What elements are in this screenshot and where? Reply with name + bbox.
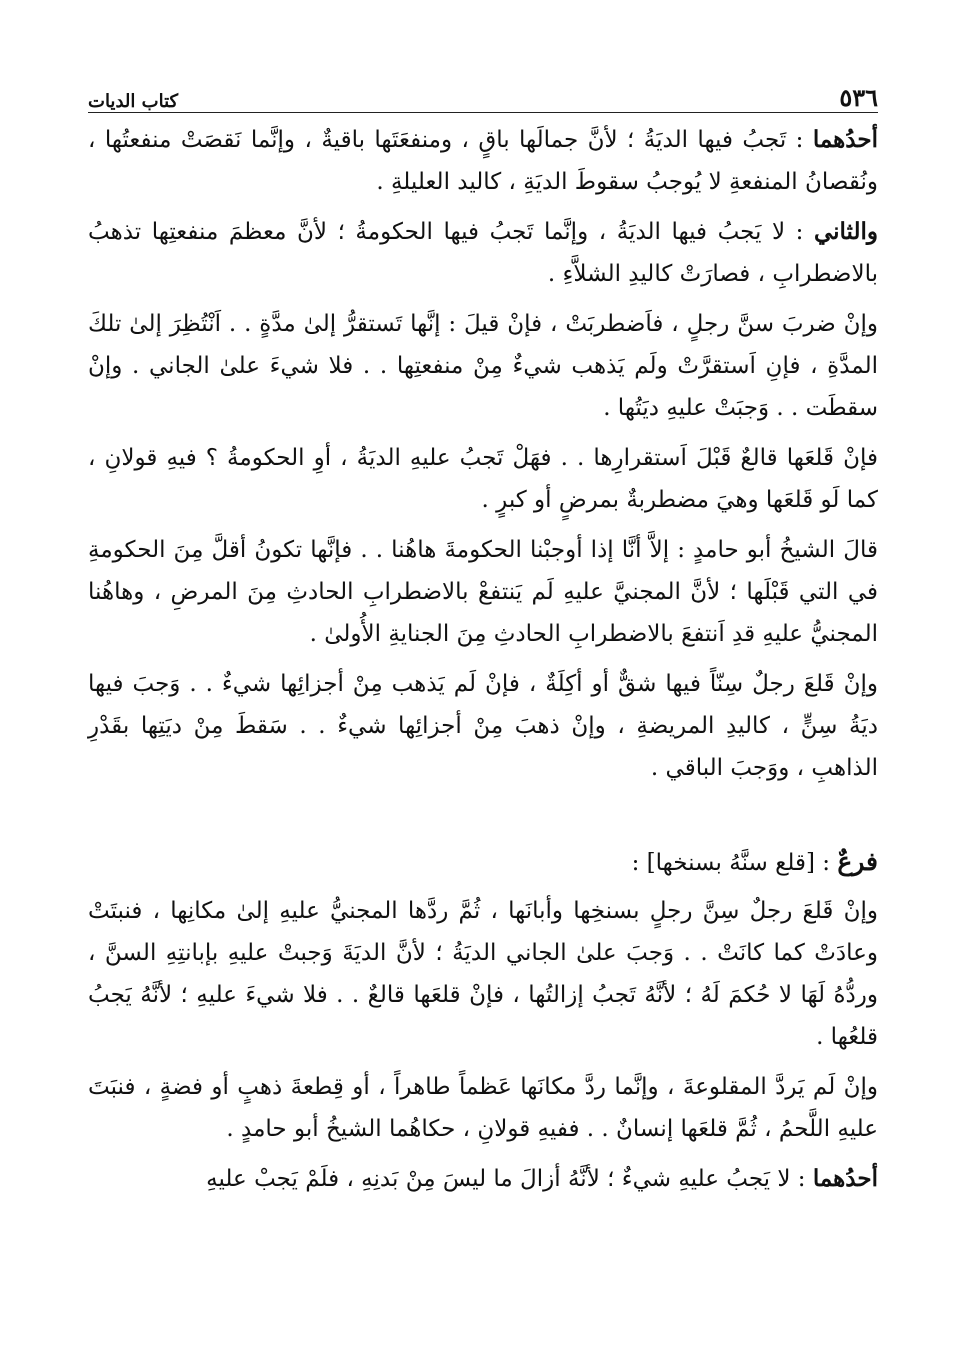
paragraph [88,303,878,429]
page-body [88,113,878,1200]
paragraph-lead: أحدُهما [812,1165,878,1192]
paragraph-text: : تَجبُ فيها الديَةُ ؛ لأنَّ جمالَها باقٍ ، ومنفعَتَها باقيةٌ ، وإنَّما نَقصَتْ منفعتُها ، ونُقصانُ المنفعةِ لا يُوجبُ سقوطَ الديَةِ ، كاليد العليلةِ . [88,127,878,195]
section-heading-label: فرعٌ [837,847,878,876]
paragraph-lead: والثاني [813,218,878,245]
paragraph [88,890,878,1058]
paragraph [88,663,878,789]
paragraph-text: : لا يَجبُ عليهِ شيءٌ ؛ لأنَّهُ أزالَ ما ليسَ مِنْ بَدنِهِ ، فلَمْ يَجبْ عليهِ [206,1166,806,1192]
paragraph [88,437,878,521]
section-heading [88,841,878,884]
paragraph-lead: أحدُهما [812,126,878,153]
paragraph-text: فإنْ قَلعَها قالعٌ قَبْلَ اَستقرارِها . . فهَلْ تَجبُ عليهِ الديَةُ ، أوِ الحكومةُ ؟ فيهِ قولانِ ، كما لَو قَلعَها وهيَ مضطربةٌ بمرضٍ أو كبرٍ . [88,445,878,513]
paragraph-text: وإنْ قَلعَ رجلٌ سِنّاً فيها شقٌّ أو أكِلَةٌ ، فإنْ لَم يَذهب مِنْ أجزائِها شيءٌ . . وَجبَ فيها ديَةُ سِنٍّ ، كاليدِ المريضةِ ، وإنْ ذهبَ مِنْ أجزائِها شيءٌ . . سَقطَ مِنْ ديَتِها بقَدْرِ الذاهبِ ، ووَجبَ الباقي . [88,671,878,781]
section-heading-title: : [قلع سنَّهُ بسنخها] : [631,850,831,876]
book-page [88,72,878,1208]
page-number: ٥٣٦ [839,83,878,112]
paragraph [88,119,878,203]
paragraph [88,211,878,295]
paragraph [88,1066,878,1150]
paragraph [88,529,878,655]
paragraph-text: وإنْ قَلعَ رجلٌ سِنَّ رجلٍ بسنخِها وأبانَها ، ثُمَّ ردَّها المجنيُّ عليهِ إلىٰ مكانِها ، فنبتَتْ وعادَتْ كما كانَتْ . . وَجبَ علىٰ الجاني الديَةُ ؛ لأنَّ الديَةَ وَجبتْ عليهِ بإبانتِهِ السنَّ ، وردُّهُ لَهَا لا حُكمَ لَهُ ؛ لأنَّهُ تَجبُ إزالتُها ، فإنْ قلعَها قالعٌ . . فلا شيءَ عليهِ ؛ لأنَّهُ يَجبُ قلعُها . [88,898,878,1050]
running-title: كتاب الديات [88,91,179,112]
paragraph [88,1158,878,1200]
paragraph-text: : لا يَجبُ فيها الديَةُ ، وإنَّما تَجبُ فيها الحكومةُ ؛ لأنَّ معظمَ منفعتِها تذهبُ بالاضطرابِ ، فصارَتْ كاليدِ الشلاَّءِ . [88,219,878,287]
paragraph-text: وإنْ لَم يَردَّ المقلوعةَ ، وإنَّما ردَّ مكانَها عَظماً طاهراً ، أو قِطعةَ ذهبٍ أو فضةٍ ، فنبَتَ عليهِ اللَّحمُ ، ثُمَّ قلعَها إنسانٌ . . ففيهِ قولانِ ، حكاهُما الشيخُ أبو حامدٍ . [88,1074,878,1142]
paragraph-text: وإنْ ضربَ سنَّ رجلٍ ، فاَضطربَتْ ، فإنْ قيلَ : إنَّها تَستقرُّ إلىٰ مدَّةٍ . . اَنْتُظِرَ إلىٰ تلكَ المدَّةِ ، فإنِ اَستقرَّتْ ولَم يَذهب شيءٌ مِنْ منفعتِها . . فلا شيءَ علىٰ الجاني . وإنْ سقطَت . . وَجبَتْ عليهِ ديَتُها . [88,311,878,421]
page-header [88,72,878,113]
paragraph-text: قالَ الشيخُ أبو حامدٍ : إلاَّ أنَّا إذا أوجبْنا الحكومةَ هاهُنا . . فإنَّها تكونُ أقلَّ مِنَ الحكومةِ في التي قَبْلَها ؛ لأنَّ المجنيَّ عليهِ لَم يَنتفعْ بالاضطرابِ الحادثِ مِنَ المرضِ ، وهاهُنا المجنيُّ عليهِ قدِ اَنتفعَ بالاضطرابِ الحادثِ مِنَ الجنايةِ الأُولىٰ . [88,537,878,647]
